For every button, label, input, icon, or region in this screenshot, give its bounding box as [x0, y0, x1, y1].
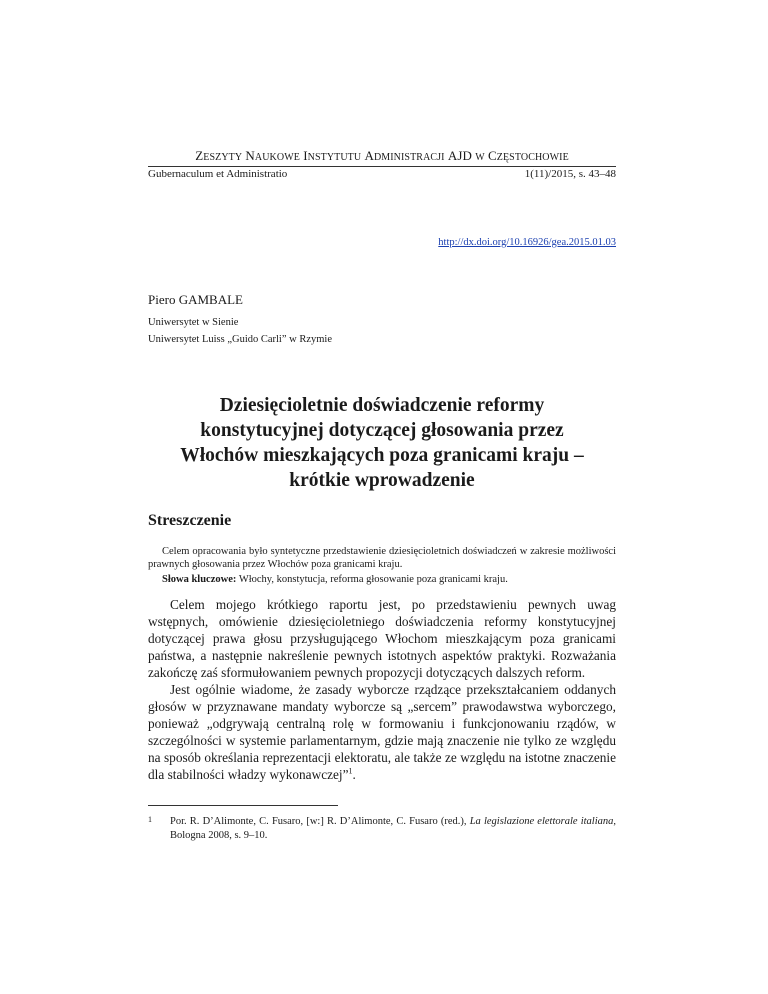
footnote-reference[interactable]: 1 — [348, 766, 353, 776]
footnote-book-title: La legislazione elettorale italiana — [469, 816, 614, 827]
abstract-heading: Streszczenie — [148, 512, 232, 529]
article-title-line: Dziesięcioletnie doświadczenie reformy — [219, 395, 545, 416]
article-page — [148, 0, 616, 994]
article-body — [148, 596, 616, 783]
article-title-line: konstytucyjnej dotyczącej głosowania przez — [200, 420, 564, 441]
footnote-divider — [148, 805, 338, 806]
footnote-number: 1 — [148, 815, 152, 824]
doi-link[interactable]: http://dx.doi.org/10.16926/gea.2015.01.03 — [438, 237, 616, 248]
author-affiliation-1: Uniwersytet w Sienie — [148, 317, 239, 328]
keywords — [162, 573, 508, 586]
journal-issue: 1(11)/2015, s. 43–48 — [524, 168, 616, 180]
footnote — [148, 815, 616, 843]
keywords-list: Włochy, konstytucja, reforma głosowanie poza granicami kraju. — [238, 574, 508, 585]
abstract-text-block — [148, 545, 616, 571]
author-name: Piero GAMBALE — [148, 292, 243, 307]
journal-title: ZESZYTY NAUKOWE INSTYTUTU ADMINISTRACJI AJD W CZĘSTOCHOWIE — [195, 148, 569, 163]
body-paragraph: Jest ogólnie wiadome, że zasady wyborcze rządzące przekształcaniem oddanych głosów w przyznawane mandaty wyborcze są „sercem” prawodawstwa wyborczego, ponieważ „odgrywają centralną rolę w formowaniu i funkcjonowaniu rządów, w szczególności w systemie parlamentarnym, gdzie mają znaczenie nie tylko ze względu na sposób określania reprezentacji elektoratu, ale także ze względu na istotne znaczenie dla stabilności władzy wykonawczej”$^1$. — [148, 682, 616, 782]
body-paragraph: Celem mojego krótkiego raportu jest, po przedstawieniu pewnych uwag wstępnych, omówienie dziesięcioletniego doświadczenia reformy konstytucyjnej dotyczącej prawa głosu przysługującego Włochom mieszkającym poza granicami państwa, a następnie nakreślenie pewnych istotnych aspektów praktyki. Rozważania zakończę zaś sformułowaniem pewnych propozycji dotyczących dalszych reform. — [148, 597, 616, 680]
article-title-line: Włochów mieszkających poza granicami kraju – — [180, 445, 584, 466]
journal-series: Gubernaculum et Administratio — [148, 168, 288, 180]
abstract-text: Celem opracowania było syntetyczne przedstawienie dziesięcioletnich doświadczeń w zakresie możliwości prawnych głosowania przez Włochów poza granicami kraju. — [148, 546, 616, 570]
author-affiliation-2: Uniwersytet Luiss „Guido Carli” w Rzymie — [148, 334, 333, 345]
keywords-label: Słowa kluczowe: — [162, 574, 237, 585]
footnote-text: Por. R. D’Alimonte, C. Fusaro, [w:] R. D’Alimonte, C. Fusaro (red.), La legislazione elettorale italiana, Bologna 2008, s. 9–10. — [170, 816, 616, 841]
article-title-line: krótkie wprowadzenie — [289, 470, 475, 491]
article-title — [148, 393, 616, 493]
